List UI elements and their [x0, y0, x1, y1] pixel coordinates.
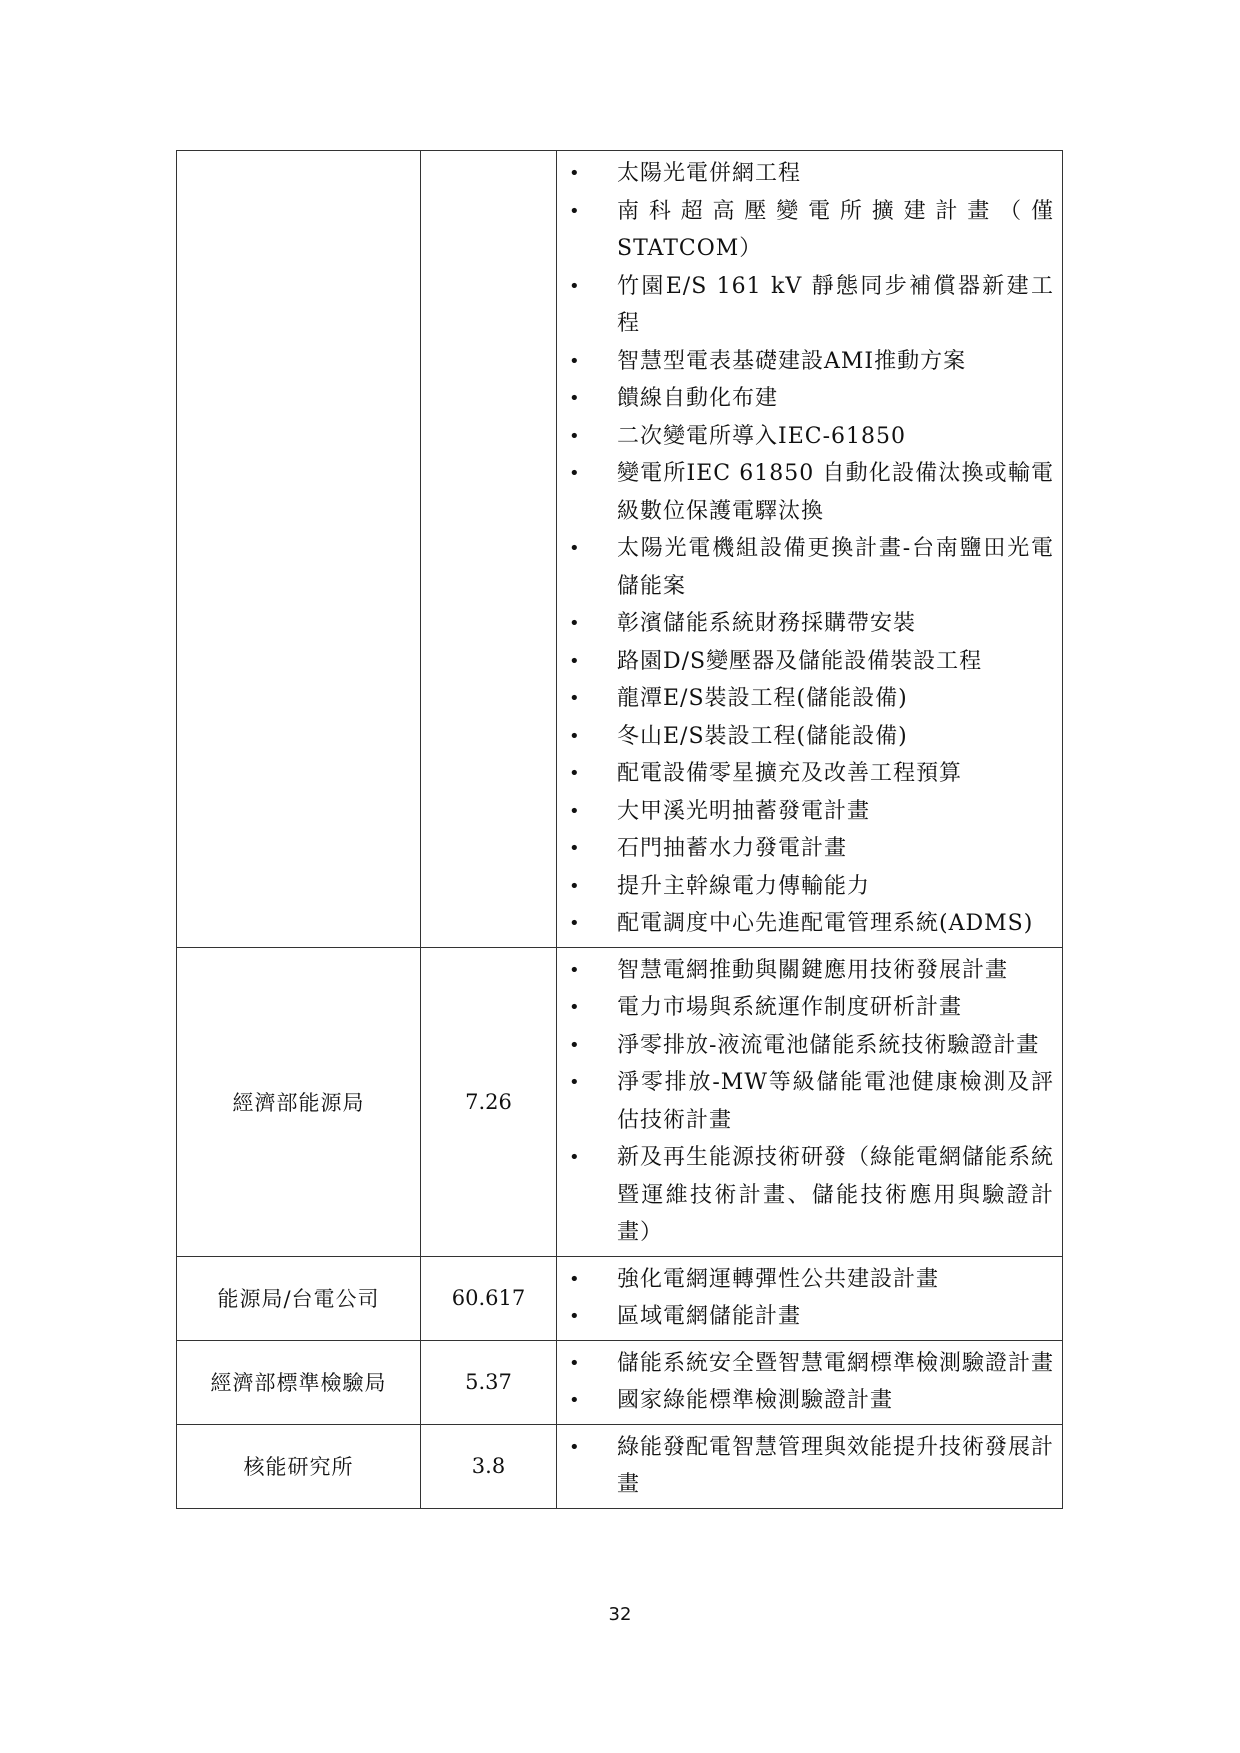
- plan-items-cell: [557, 1340, 1063, 1424]
- plan-list-item: [557, 868, 1054, 906]
- organization-cell: 核能研究所: [177, 1424, 421, 1508]
- budget-cell: [421, 151, 557, 948]
- plan-item-text: 南科超高壓變電所擴建計畫（僅STATCOM）: [617, 198, 1054, 261]
- bullet-icon: •: [569, 800, 581, 822]
- plan-item-text: 路園D/S變壓器及儲能設備裝設工程: [617, 648, 983, 674]
- plan-list-item: [557, 155, 1054, 193]
- plan-item-text: 太陽光電機組設備更換計畫-台南鹽田光電儲能案: [617, 536, 1054, 599]
- bullet-icon: •: [569, 688, 581, 709]
- bullet-icon: •: [569, 1436, 581, 1458]
- plan-list-item: [557, 680, 1054, 718]
- plan-item-text: 強化電網運轉彈性公共建設計畫: [617, 1266, 940, 1292]
- organization-cell: 能源局/台電公司: [177, 1256, 421, 1340]
- plan-list-item: [557, 418, 1054, 456]
- budget-cell: 7.26: [421, 947, 557, 1256]
- bullet-icon: •: [569, 763, 581, 784]
- plan-list-item: [557, 1429, 1054, 1504]
- bullet-icon: •: [569, 959, 581, 981]
- plan-item-text: 饋線自動化布建: [617, 386, 779, 411]
- plan-item-text: 區域電網儲能計畫: [617, 1304, 802, 1329]
- plan-list-item: [557, 1064, 1054, 1139]
- table-row: [177, 1256, 1063, 1340]
- organization-cell: 經濟部標準檢驗局: [177, 1340, 421, 1424]
- plan-item-text: 大甲溪光明抽蓄發電計畫: [617, 798, 871, 824]
- plan-list-item: [557, 643, 1054, 681]
- plan-item-text: 石門抽蓄水力發電計畫: [617, 836, 848, 861]
- plan-list-item: [557, 193, 1054, 268]
- plan-item-text: 配電調度中心先進配電管理系統(ADMS): [617, 911, 1034, 936]
- bullet-icon: •: [569, 1034, 581, 1056]
- plan-list-item: [557, 605, 1054, 643]
- plan-list: [557, 1429, 1054, 1504]
- plan-list-item: [557, 718, 1054, 756]
- bullet-icon: •: [569, 1352, 581, 1374]
- bullet-icon: •: [569, 275, 581, 297]
- budget-cell: 3.8: [421, 1424, 557, 1508]
- bullet-icon: •: [569, 997, 581, 1018]
- budget-cell: 5.37: [421, 1340, 557, 1424]
- bullet-icon: •: [569, 463, 581, 484]
- plan-list-item: [557, 755, 1054, 793]
- plan-list-item: [557, 380, 1054, 418]
- table-row: [177, 947, 1063, 1256]
- bullet-icon: •: [569, 1147, 581, 1168]
- bullet-icon: •: [569, 350, 581, 372]
- bullet-icon: •: [569, 388, 581, 409]
- plan-list-item: [557, 989, 1054, 1027]
- plan-item-text: 太陽光電併網工程: [617, 161, 802, 186]
- plan-item-text: 變電所IEC 61850 自動化設備汰換或輸電級數位保護電驛汰換: [617, 461, 1054, 524]
- plan-list-item: [557, 1345, 1054, 1383]
- plan-item-text: 配電設備零星擴充及改善工程預算: [617, 761, 963, 786]
- table-row: [177, 1424, 1063, 1508]
- plan-list-item: [557, 455, 1054, 530]
- plan-list: [557, 155, 1054, 943]
- budget-table: [176, 150, 1063, 1509]
- plan-item-text: 竹園E/S 161 kV 靜態同步補償器新建工程: [617, 273, 1054, 336]
- plan-list-item: [557, 1261, 1054, 1299]
- bullet-icon: •: [569, 613, 581, 634]
- page-number: 32: [608, 1604, 632, 1625]
- plan-list: [557, 1261, 1054, 1336]
- bullet-icon: •: [569, 725, 581, 747]
- budget-cell: 60.617: [421, 1256, 557, 1340]
- plan-items-cell: [557, 151, 1063, 948]
- bullet-icon: •: [569, 1072, 581, 1093]
- plan-item-text: 智慧電網推動與關鍵應用技術發展計畫: [617, 957, 1009, 983]
- bullet-icon: •: [569, 1390, 581, 1411]
- plan-list-item: [557, 905, 1054, 943]
- plan-list-item: [557, 1139, 1054, 1252]
- plan-list-item: [557, 268, 1054, 343]
- plan-item-text: 智慧型電表基礎建設AMI推動方案: [617, 348, 967, 374]
- bullet-icon: •: [569, 650, 581, 672]
- plan-list-item: [557, 530, 1054, 605]
- plan-list: [557, 1345, 1054, 1420]
- plan-item-text: 國家綠能標準檢測驗證計畫: [617, 1388, 894, 1413]
- bullet-icon: •: [569, 1306, 581, 1327]
- bullet-icon: •: [569, 200, 581, 222]
- plan-list-item: [557, 793, 1054, 831]
- plan-item-text: 儲能系統安全暨智慧電網標準檢測驗證計畫: [617, 1350, 1055, 1376]
- table-row: [177, 1340, 1063, 1424]
- plan-list-item: [557, 830, 1054, 868]
- bullet-icon: •: [569, 913, 581, 934]
- plan-item-text: 龍潭E/S裝設工程(儲能設備): [617, 686, 908, 711]
- organization-cell: 經濟部能源局: [177, 947, 421, 1256]
- bullet-icon: •: [569, 1268, 581, 1290]
- plan-item-text: 二次變電所導入IEC-61850: [617, 423, 907, 449]
- plan-items-cell: [557, 1424, 1063, 1508]
- plan-list-item: [557, 1382, 1054, 1420]
- plan-list-item: [557, 343, 1054, 381]
- plan-list-item: [557, 952, 1054, 990]
- plan-item-text: 淨零排放-MW等級儲能電池健康檢測及評估技術計畫: [617, 1070, 1054, 1133]
- plan-item-text: 提升主幹線電力傳輸能力: [617, 873, 871, 899]
- table-row: [177, 151, 1063, 948]
- plan-items-cell: [557, 947, 1063, 1256]
- organization-cell: [177, 151, 421, 948]
- plan-items-cell: [557, 1256, 1063, 1340]
- plan-list-item: [557, 1298, 1054, 1336]
- bullet-icon: •: [569, 425, 581, 447]
- plan-list-item: [557, 1027, 1054, 1065]
- bullet-icon: •: [569, 838, 581, 859]
- plan-item-text: 彰濱儲能系統財務採購帶安裝: [617, 611, 917, 636]
- plan-item-text: 冬山E/S裝設工程(儲能設備): [617, 723, 908, 749]
- plan-item-text: 淨零排放-液流電池儲能系統技術驗證計畫: [617, 1032, 1040, 1058]
- bullet-icon: •: [569, 163, 581, 184]
- plan-item-text: 綠能發配電智慧管理與效能提升技術發展計畫: [617, 1434, 1055, 1497]
- bullet-icon: •: [569, 875, 581, 897]
- bullet-icon: •: [569, 538, 581, 559]
- plan-item-text: 電力市場與系統運作制度研析計畫: [617, 995, 963, 1020]
- plan-item-text: 新及再生能源技術研發（綠能電網儲能系統暨運維技術計畫、儲能技術應用與驗證計畫）: [617, 1145, 1055, 1245]
- plan-list: [557, 952, 1054, 1252]
